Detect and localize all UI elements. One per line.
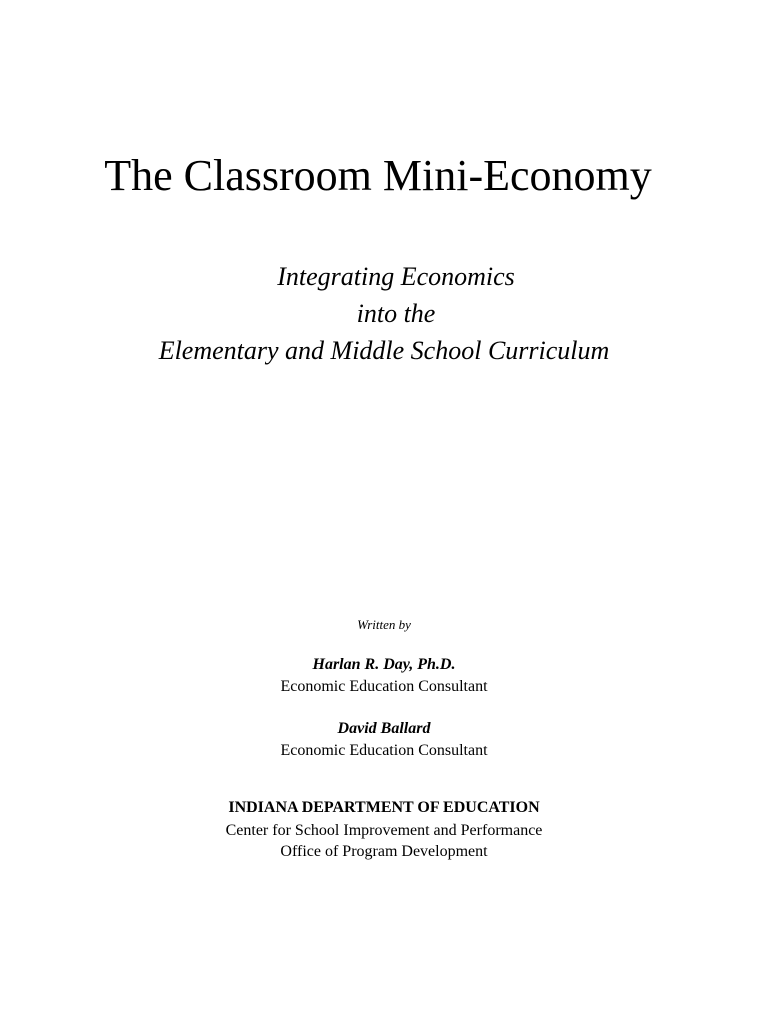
written-by-label: Written by	[357, 617, 411, 632]
author-role-2: Economic Education Consultant	[280, 742, 488, 759]
author-name-1: Harlan R. Day, Ph.D.	[312, 656, 456, 673]
subtitle-line-2: into the	[356, 299, 436, 328]
subtitle-line-1: Integrating Economics	[277, 262, 515, 291]
organization-line-1: Center for School Improvement and Performance	[225, 822, 543, 839]
author-name-2: David Ballard	[337, 720, 431, 737]
organization-name: INDIANA DEPARTMENT OF EDUCATION	[228, 799, 540, 816]
author-role-1: Economic Education Consultant	[280, 678, 488, 695]
subtitle-line-3: Elementary and Middle School Curriculum	[158, 336, 610, 365]
document-title: The Classroom Mini-Economy	[104, 151, 652, 200]
organization-line-2: Office of Program Development	[280, 843, 488, 860]
